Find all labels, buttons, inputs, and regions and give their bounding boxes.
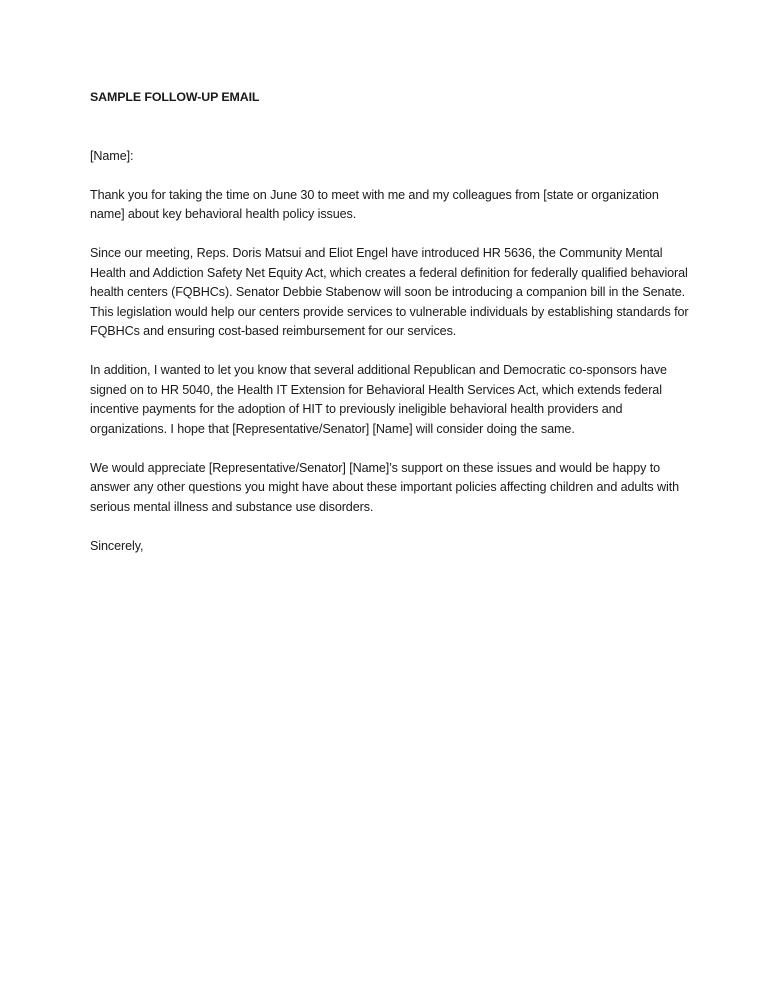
paragraph-meeting-thanks: Thank you for taking the time on June 30 to meet with me and my colleagues from [state or organization name] about key behavioral health policy issues. — [90, 187, 659, 221]
closing: Sincerely, — [90, 538, 144, 553]
document-title: SAMPLE FOLLOW-UP EMAIL — [90, 90, 260, 104]
salutation: [Name]: — [90, 148, 134, 163]
paragraph-hr-5636: Since our meeting, Reps. Doris Matsui and Eliot Engel have introduced HR 5636, the Community Mental Health and Addiction Safety Net Equity Act, which creates a federal definition for federally qualified behavioral health centers (FQBHCs). Senator Debbie Stabenow will soon be introducing a companion bill in the Senate. This legislation would help our centers provide services to vulnerable individuals by establishing standards for FQBHCs and ensuring cost-based reimbursement for our services. — [90, 246, 689, 338]
email-body — [90, 88, 690, 556]
paragraph-support-request: We would appreciate [Representative/Senator] [Name]’s support on these issues and would be happy to answer any other questions you might have about these important policies affecting children and adults with serious mental illness and substance use disorders. — [90, 460, 680, 514]
paragraph-hr-5040: In addition, I wanted to let you know that several additional Republican and Democratic co-sponsors have signed on to HR 5040, the Health IT Extension for Behavioral Health Services Act, which extends federal incentive payments for the adoption of HIT to previously ineligible behavioral health providers and organizations. I hope that [Representative/Senator] [Name] will consider doing the same. — [90, 363, 667, 436]
